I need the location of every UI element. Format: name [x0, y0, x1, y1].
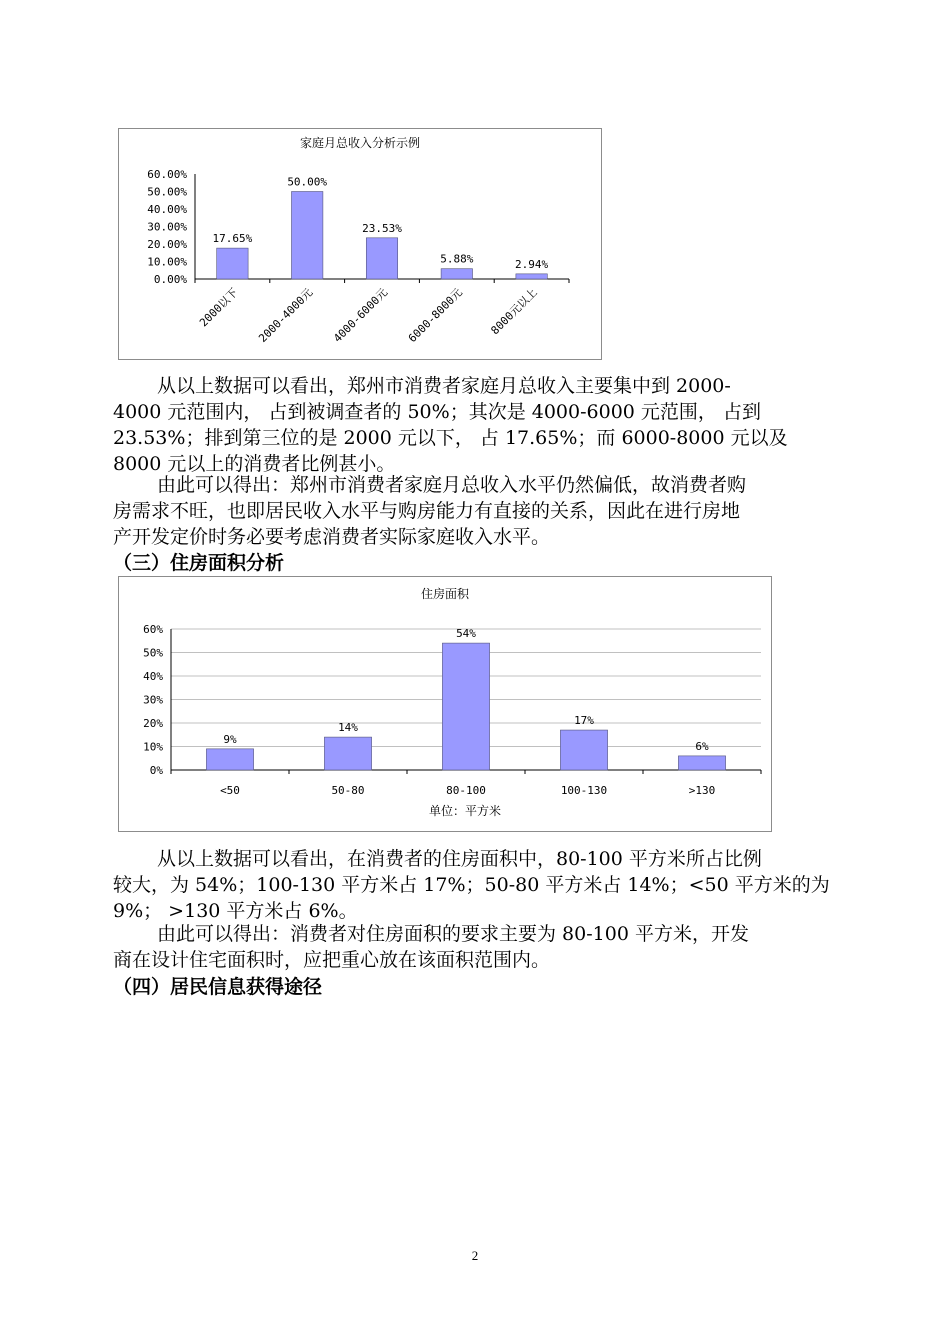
housing-conclusion-paragraph: [113, 921, 835, 973]
section-heading-housing-area: （三）住房面积分析: [113, 552, 285, 574]
housing-analysis-paragraph: [113, 846, 835, 924]
data-label: 6%: [695, 739, 709, 753]
y-tick-label: 40%: [143, 670, 163, 683]
x-axis-label: 单位：平方米: [428, 804, 502, 818]
income-conclusion-paragraph: [113, 472, 835, 550]
text-line: 由此可以得出：消费者对住房面积的要求主要为 80-100 平方米，开发: [157, 923, 749, 945]
text-line: 由此可以得出：郑州市消费者家庭月总收入水平仍然偏低，故消费者购: [157, 474, 747, 496]
y-tick-label: 60.00%: [147, 168, 187, 181]
text-line: 产开发定价时务必要考虑消费者实际家庭收入水平。: [113, 526, 551, 548]
y-tick-label: 60%: [143, 623, 163, 636]
text-line: 从以上数据可以看出，郑州市消费者家庭月总收入主要集中到 2000-: [157, 375, 731, 397]
y-tick-label: 0.00%: [153, 273, 187, 286]
bar: [516, 274, 547, 279]
y-tick-label: 10.00%: [147, 255, 187, 269]
data-label: 5.88%: [440, 252, 474, 266]
income-chart-svg: [119, 129, 601, 359]
x-tick-label: 80-100: [446, 784, 486, 797]
data-label: 17.65%: [212, 232, 253, 246]
income-analysis-paragraph: [113, 373, 835, 477]
y-tick-label: 30%: [143, 693, 163, 707]
x-tick-label: <50: [220, 784, 240, 797]
y-tick-label: 30.00%: [147, 220, 187, 234]
bar: [324, 737, 371, 770]
data-label: 14%: [338, 721, 358, 735]
bar: [441, 269, 472, 279]
housing-area-chart-svg: [119, 577, 771, 831]
data-label: 23.53%: [362, 221, 402, 235]
x-tick-label: 4000-6000元: [331, 285, 391, 346]
x-tick-label: 6000-8000元: [405, 285, 465, 346]
data-label: 2.94%: [515, 257, 549, 271]
y-tick-label: 0%: [149, 764, 163, 777]
bar: [366, 238, 397, 279]
text-line: 从以上数据可以看出，在消费者的住房面积中，80-100 平方米所占比例: [157, 848, 762, 870]
y-tick-label: 10%: [143, 740, 163, 754]
y-tick-label: 50.00%: [147, 185, 187, 199]
text-line: 9%； >130 平方米占 6%。: [113, 900, 358, 922]
y-tick-label: 20.00%: [147, 238, 187, 251]
bar: [291, 192, 322, 280]
chart-title: 住房面积: [420, 587, 470, 601]
y-tick-label: 40.00%: [147, 203, 187, 216]
x-tick-label: 8000元以上: [488, 285, 540, 338]
data-label: 17%: [574, 714, 594, 728]
text-line: 23.53%；排到第三位的是 2000 元以下， 占 17.65%；而 6000-8000 元以及: [113, 427, 788, 449]
text-line: 房需求不旺，也即居民收入水平与购房能力有直接的关系，因此在进行房地: [113, 500, 741, 522]
x-tick-label: 50-80: [331, 784, 365, 797]
data-label: 54%: [456, 627, 476, 641]
x-tick-label: 2000-4000元: [256, 285, 316, 346]
income-chart: [118, 128, 602, 360]
text-line: 8000 元以上的消费者比例甚小。: [113, 453, 396, 475]
x-tick-label: 100-130: [560, 784, 608, 797]
text-line: 较大，为 54%；100-130 平方米占 17%；50-80 平方米占 14%；<50 平方米的为: [113, 874, 830, 896]
section-heading-info-channels: （四）居民信息获得途径: [113, 976, 323, 998]
bar: [442, 643, 489, 770]
housing-area-chart: [118, 576, 772, 832]
chart-title: 家庭月总收入分析示例: [299, 136, 421, 150]
text-line: 4000 元范围内， 占到被调查者的 50%；其次是 4000-6000 元范围， 占到: [113, 401, 761, 423]
page-number: 2: [471, 1248, 479, 1263]
bar: [560, 730, 607, 770]
bar: [217, 248, 248, 279]
y-tick-label: 20%: [143, 717, 163, 730]
y-tick-label: 50%: [143, 646, 163, 660]
text-line: 商在设计住宅面积时，应把重心放在该面积范围内。: [113, 949, 551, 971]
data-label: 9%: [223, 732, 237, 746]
x-tick-label: 2000以下: [197, 285, 241, 330]
data-label: 50.00%: [287, 175, 328, 189]
x-tick-label: >130: [688, 784, 716, 797]
bar: [678, 756, 725, 770]
bar: [206, 749, 253, 770]
